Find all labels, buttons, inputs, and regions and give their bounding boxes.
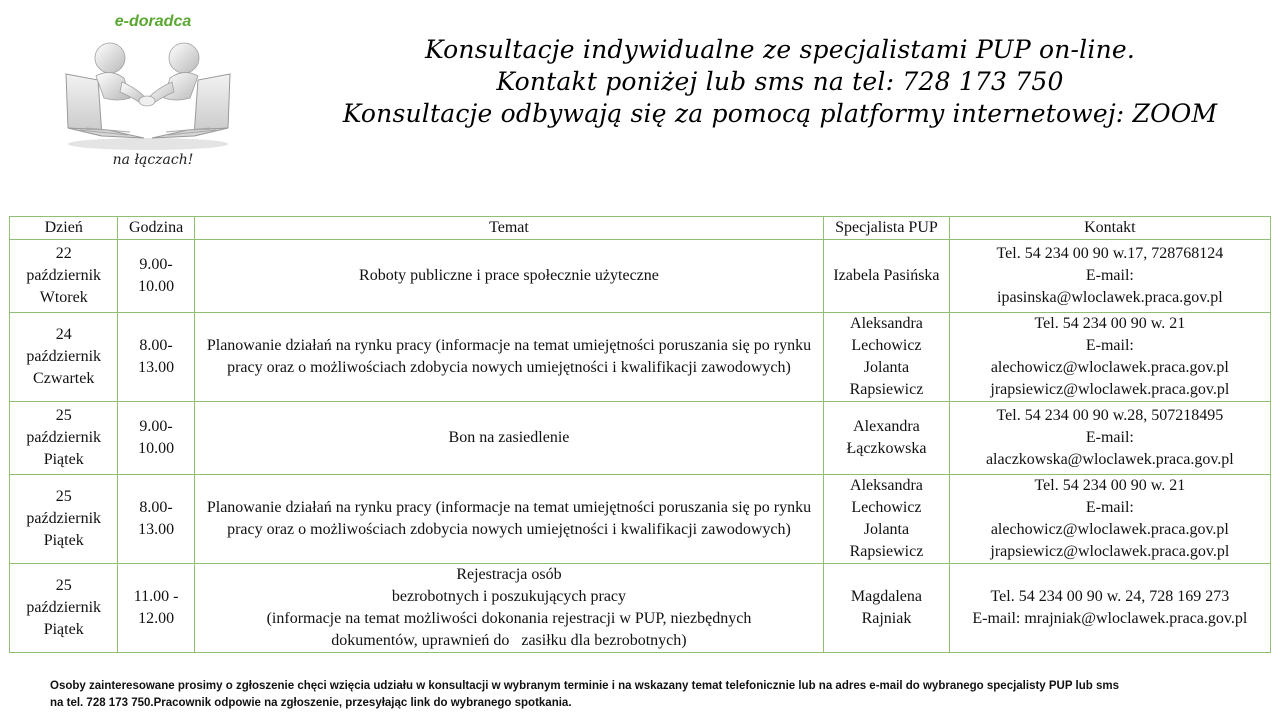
header-topic: Temat	[194, 217, 823, 240]
specialist-cell	[824, 475, 949, 564]
specialist-first-name: Alexandra	[853, 418, 920, 435]
topic-line: dokumentów, uprawnień do zasiłku dla bezrobotnych)	[331, 632, 687, 649]
day-number: 24	[55, 326, 72, 343]
specialist-first-name: Jolanta	[863, 521, 910, 538]
footer-note	[50, 678, 1250, 712]
topic-line: bezrobotnych i poszukujących pracy	[391, 588, 627, 605]
specialist-first-name: Jolanta	[863, 359, 910, 376]
headline-line-3: Konsultacje odbywają się za pomocą platformy internetowej: ZOOM	[342, 99, 1218, 128]
specialist-last-name: Lechowicz	[851, 499, 922, 516]
hour-start: 9.00-	[139, 256, 173, 273]
day-number: 25	[55, 488, 72, 505]
table-header-row	[10, 217, 1271, 240]
hour-cell	[118, 313, 194, 402]
day-number: 22	[55, 245, 72, 262]
contact-email-link[interactable]: jrapsiewicz@wloclawek.praca.gov.pl	[990, 543, 1230, 560]
topic-text: Planowanie działań na rynku pracy (informacje na temat umiejętności poruszania się po rynku pracy oraz o możliwościach zdobycia nowych umiejętności i kwalifikacji zawodowych)	[206, 499, 812, 538]
specialist-last-name: Lechowicz	[851, 337, 922, 354]
day-cell	[10, 240, 118, 313]
topic-line: Rejestracja osób	[456, 566, 562, 583]
specialist-first-name: Aleksandra	[850, 477, 923, 494]
specialist-last-name: Łączkowska	[846, 440, 927, 457]
contact-email-link[interactable]: ipasinska@wloclawek.praca.gov.pl	[997, 289, 1223, 306]
header-specialist: Specjalista PUP	[824, 217, 949, 240]
contact-email-link[interactable]: E-mail: mrajniak@wloclawek.praca.gov.pl	[972, 610, 1248, 627]
contact-cell	[949, 313, 1270, 402]
hour-end: 10.00	[138, 278, 175, 295]
hour-end: 13.00	[138, 521, 175, 538]
month: październik	[26, 429, 102, 446]
contact-email-label: E-mail:	[1085, 337, 1134, 354]
hour-cell	[118, 240, 194, 313]
contact-email-label: E-mail:	[1085, 429, 1134, 446]
specialist-cell	[824, 564, 949, 653]
topic-line: (informacje na temat możliwości dokonania rejestracji w PUP, niezbędnych	[266, 610, 752, 627]
logo	[58, 10, 238, 175]
header-hour: Godzina	[118, 217, 194, 240]
topic-text: Planowanie działań na rynku pracy (informacje na temat umiejętności poruszania się po rynku pracy oraz o możliwościach zdobycia nowych umiejętności i kwalifikacji zawodowych)	[206, 337, 812, 376]
weekday: Wtorek	[39, 289, 88, 306]
hour-cell	[118, 475, 194, 564]
table-row	[10, 564, 1271, 653]
contact-phone: Tel. 54 234 00 90 w. 21	[1034, 477, 1186, 494]
weekday: Piątek	[43, 621, 84, 638]
headline-line-1: Konsultacje indywidualne ze specjalistami PUP on-line.	[424, 35, 1136, 64]
footer-line-1: Osoby zainteresowane prosimy o zgłoszenie chęci wzięcia udziału w konsultacji w wybranym terminie i na wskazany temat telefonicznie lub na adres e-mail do wybranego specjalisty PUP lub sms	[50, 680, 1119, 692]
contact-cell	[949, 475, 1270, 564]
topic-text: Bon na zasiedlenie	[448, 429, 570, 446]
specialist-cell	[824, 402, 949, 475]
headline-line-2: Kontakt poniżej lub sms na tel: 728 173 750	[496, 67, 1064, 96]
month: październik	[26, 599, 102, 616]
specialist-cell	[824, 240, 949, 313]
specialist-last-name: Rapsiewicz	[849, 381, 924, 398]
schedule-table	[9, 216, 1271, 653]
day-cell	[10, 402, 118, 475]
contact-cell	[949, 240, 1270, 313]
contact-email-link[interactable]: alaczkowska@wloclawek.praca.gov.pl	[985, 451, 1234, 468]
contact-email-link[interactable]: jrapsiewicz@wloclawek.praca.gov.pl	[990, 381, 1230, 398]
weekday: Czwartek	[33, 370, 95, 387]
day-number: 25	[55, 407, 72, 424]
specialist-first-name: Aleksandra	[850, 315, 923, 332]
topic-cell	[194, 475, 823, 564]
logo-tagline: na łączach!	[112, 152, 194, 168]
hour-cell	[118, 564, 194, 653]
topic-cell	[194, 402, 823, 475]
hour-start: 8.00-	[139, 337, 173, 354]
month: październik	[26, 348, 102, 365]
header-contact: Kontakt	[949, 217, 1270, 240]
specialist-last-name: Rapsiewicz	[849, 543, 924, 560]
logo-title: e-doradca	[114, 13, 192, 30]
day-cell	[10, 564, 118, 653]
topic-text: Roboty publiczne i prace społecznie użyteczne	[359, 267, 659, 284]
weekday: Piątek	[43, 532, 84, 549]
hour-start: 8.00-	[139, 499, 173, 516]
contact-email-label: E-mail:	[1085, 499, 1134, 516]
month: październik	[26, 267, 102, 284]
contact-cell	[949, 564, 1270, 653]
footer-line-2: na tel. 728 173 750.Pracownik odpowie na zgłoszenie, przesyłając link do wybranego spotkania.	[50, 697, 572, 709]
topic-cell	[194, 564, 823, 653]
hour-end: 12.00	[138, 610, 175, 627]
contact-email-link[interactable]: alechowicz@wloclawek.praca.gov.pl	[990, 359, 1229, 376]
table-row	[10, 402, 1271, 475]
specialist-first-name: Magdalena	[850, 588, 922, 605]
hour-end: 10.00	[138, 440, 175, 457]
day-cell	[10, 313, 118, 402]
hour-start: 9.00-	[139, 418, 173, 435]
headline	[280, 34, 1280, 130]
contact-phone: Tel. 54 234 00 90 w. 21	[1034, 315, 1186, 332]
handshake-laptops-icon	[58, 36, 238, 151]
specialist-last-name: Rajniak	[861, 610, 912, 627]
day-cell	[10, 475, 118, 564]
contact-email-label: E-mail:	[1085, 267, 1134, 284]
table-row	[10, 475, 1271, 564]
header-day: Dzień	[10, 217, 118, 240]
table-row	[10, 313, 1271, 402]
hour-cell	[118, 402, 194, 475]
contact-phone: Tel. 54 234 00 90 w. 24, 728 169 273	[990, 588, 1230, 605]
day-number: 25	[55, 577, 72, 594]
contact-email-link[interactable]: alechowicz@wloclawek.praca.gov.pl	[990, 521, 1229, 538]
hour-end: 13.00	[138, 359, 175, 376]
specialist-cell	[824, 313, 949, 402]
month: październik	[26, 510, 102, 527]
weekday: Piątek	[43, 451, 84, 468]
topic-cell	[194, 313, 823, 402]
topic-cell	[194, 240, 823, 313]
table-row	[10, 240, 1271, 313]
hour-start: 11.00 -	[133, 588, 179, 605]
specialist-name: Izabela Pasińska	[833, 267, 940, 284]
contact-phone: Tel. 54 234 00 90 w.17, 728768124	[996, 245, 1224, 262]
contact-cell	[949, 402, 1270, 475]
contact-phone: Tel. 54 234 00 90 w.28, 507218495	[996, 407, 1224, 424]
